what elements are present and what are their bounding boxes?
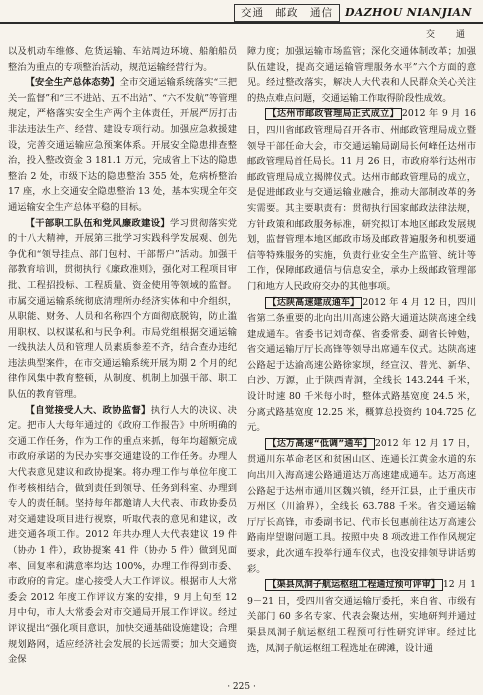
paragraph-text: 2012 年 12 月 17 日，贯通川东革命老区和贫困山区、连通长江黄金水道的东向出川入海高速公路通道达万高速建成通车。达万高速公路起于达州市通川区魏兴镇，经开江县，止于重庆市万州区（川渝界），全线长 63.788 千米。省交通运输厅厅长高锋，市委副书记、代市长包惠前往达万高速公路南岸望谢问题工具。按照中央 8 项改进工作作风规定要求，此次通车投举行通车仪式，也没安排领导讲话剪彩。 [247, 437, 476, 575]
paragraph [247, 577, 476, 656]
paragraph-text: 12 月 19－21 日，受四川省交通运输厅委托，来自省、市级有关部门 60 多名专家、代表会聚达州，实地研判并通过渠县凤洞子航运枢纽工程预可行性研究评审。经过比选，凤洞子航运枢纽工程选址在碑滩，设计通 [247, 579, 476, 654]
page-header [0, 0, 483, 40]
section-label: 交通 邮政 通信 [234, 4, 340, 22]
paragraph [8, 403, 237, 668]
header-rule [0, 22, 483, 24]
paragraph-text: 执行人大的决议、决定。把市人大每年通过的《政府工作报告》中所明确的交通工作任务，作为工作的重点来抓，每年均超额完成市政府承诺的为民办实事交通建设的工作任务。办理人大代表意见建议和政协提案。将办理工作与单位年度工作考核相结合，做到责任到领导、任务到科室、办理到专人的责任制。坚持每年都邀请人大代表、市政协委员对交通建设项目进行视察，听取代表的意见和建议，改进交通各项工作。2012 年共办理人大代表建议 19 件（协办 1 件），政协提案 41 件（协办 5 件）做到见面率、回复率和满意率均达 100%，办理工作得到市委、市政府的肯定。虚心接受人大工作评议。根据市人大常委会 2012 年度工作评议方案的安排，9 月上旬至 12 月中旬，市人大常委会对市交通局开展工作评议。经过评议提出“强化项目意识，加快交通基础设施建设；合理规划路网，适应经济社会发展的长远需要；加大交通资金保 [8, 404, 237, 666]
journal-name: DAZHOU NIANJIAN [345, 6, 472, 19]
paragraph-text: 2012 年 4 月 12 日，四川省第二条重要的北向出川高速公路大通道达陕高速全线建成通车。省委书记刘奇葆、省委常委、副省长钟勉，省交通运输厅厅长高锋等领导出席通车仪式。达陕高速公路起于达渝高速公路徐家坝，经宣汉、普光、新华、白沙、万源，止于陕西青洞，全线长 143.244 千米，设计时速 80 千米每小时，整体式路基宽度 24.5 米，分离式路基宽度 12.25 米，概算总投资约 104.725 亿元。 [247, 296, 476, 434]
paragraph-text: 学习贯彻落实党的十八大精神，开展第三批学习实践科学发展观、创先争优和“领导挂点、部门包村、干部帮户”活动。加强干部教育培训，贯彻执行《廉政准则》，强化对工程项目审批、工程招投标、工程质量、资金使用等领域的监督。市属交通运输系统彻底清理所办经济实体和中介组织，从职能、财务、人员和名称四个方面彻底脱钩，防止滥用职权、以权谋私和与民争利。市局党组根据交通运输一线执法人员和管理人员素质参差不齐，结合查办违纪违法典型案件，在市交通运输系统开展为期 2 个月的纪律作风集中教育整顿，从制度、机制上加强干部、职工队伍的教育管理。 [8, 217, 237, 401]
paragraph [247, 106, 476, 294]
boxed-heading: 【达万高速“低调”通车】 [265, 438, 375, 450]
paragraph [247, 295, 476, 436]
paragraph-text: 2012 年 9 月 16 日，四川省邮政管理局召开各市、州邮政管理局成立暨领导干部任命大会，市交通运输局副局长何峰任达州市邮政管理局首任局长。11 月 26 日，市政府举行达州市邮政管理局成立揭牌仪式。达州市邮政管理局的成立，是促进邮政业与交通运输业融合，推动大部制改革的务实需要。其主要职责有：贯彻执行国家邮政法律法规，方针政策和邮政服务标准，研究拟订本地区邮政发展规划，监督管理本地区邮政市场及邮政普遍服务和机要通信等特殊服务的实施，负责行业安全生产监管、统计等工作，保障邮政通信与信息安全，承办上级邮政管理部门和地方人民政府交办的其他事项。 [247, 108, 476, 292]
paragraph-text: 全市交通运输系统落实“三把关一监督”和“三不进站、五不出站”、“六不发航”等管理规定，严格落实安全生产两个主体责任，开展严厉打击非法违法生产、经营、建设专项行动。加强应急救援建设，完善交通运输应急预案体系。开展安全隐患排查整治，投入整改资金 3 181.1 万元，完成省上下达的隐患整治 2 处，市级下达的隐患整治 355 处，危病桥整治 17 座，水上交通安全隐患整治 13 处，基本实现全年交通运输安全生产总体平稳的目标。 [8, 77, 237, 213]
boxed-heading: 【渠县凤洞子航运枢纽工程通过预可评审】 [265, 579, 443, 591]
paragraph [8, 216, 237, 403]
paragraph [8, 75, 237, 215]
page-number: · 225 · [227, 682, 256, 692]
paragraph-text: 以及机动车维修、危货运输、车站周边环境、船舶船员整治为重点的专项整治活动，规范运输经营行为。 [8, 46, 237, 73]
section-heading: 【自觉接受人大、政协监督】 [25, 404, 151, 416]
paragraph [247, 436, 476, 577]
boxed-heading: 【达州市邮政管理局正式成立】 [265, 108, 402, 120]
paragraph [247, 44, 476, 106]
right-column [247, 44, 476, 656]
left-column [8, 44, 237, 668]
section-sub-label: 交 通 [425, 30, 471, 40]
boxed-heading: 【达陕高速建成通车】 [265, 297, 363, 309]
section-heading: 【干部职工队伍和党风廉政建设】 [25, 217, 170, 229]
paragraph-text: 障力度；加强运输市场监管；深化交通体制改革；加强队伍建设，提高交通运输管理服务水平”六个方面的意见。经过整改落实，解决人大代表和人民群众关心关注的热点难点问题，交通运输工作取得阶段性成效。 [247, 46, 476, 104]
section-heading: 【安全生产总体态势】 [25, 77, 120, 89]
paragraph [8, 44, 237, 75]
